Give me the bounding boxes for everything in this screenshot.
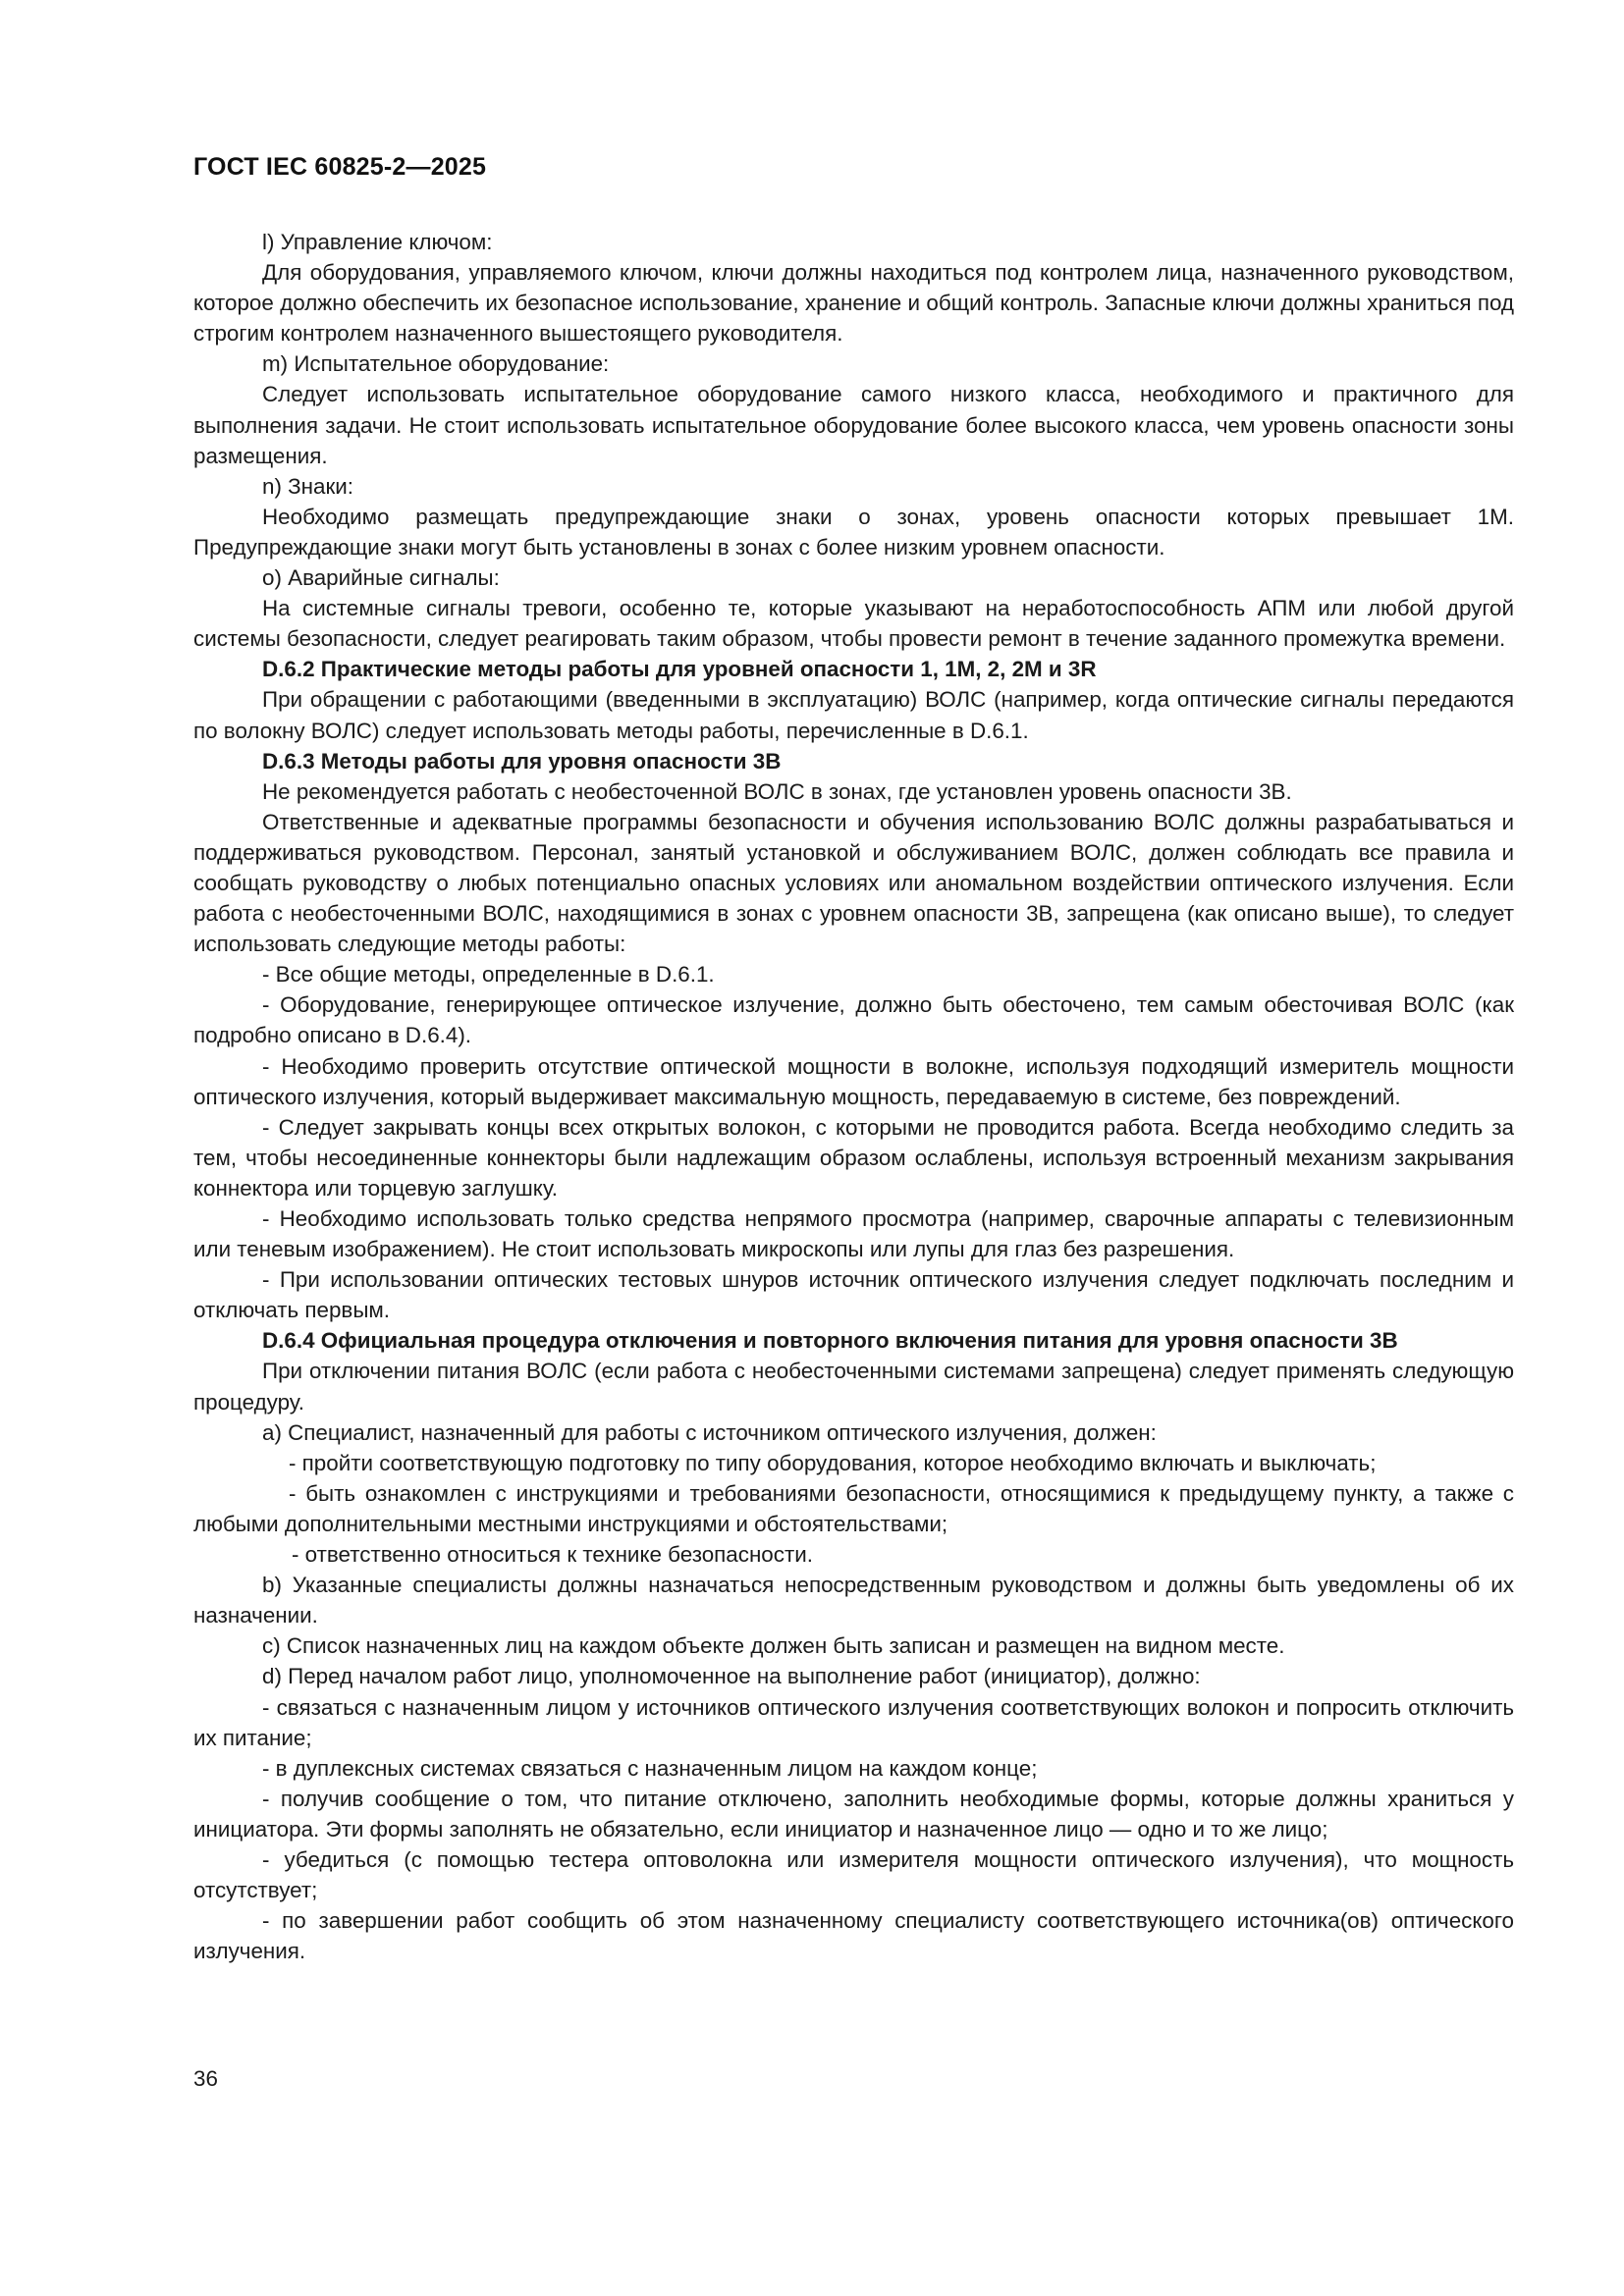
paragraph: Для оборудования, управляемого ключом, ключи должны находиться под контролем лица, назначенного руководством, которое должно обеспечить их безопасное использование, хранение и общий контроль. Запасные ключи должны храниться под строгим контролем назначенного вышестоящего руководителя.: [193, 260, 1514, 347]
bullet-item: - убедиться (с помощью тестера оптоволокна или измерителя мощности оптического излучения), что мощность отсутствует;: [193, 1846, 1514, 1903]
document-header: ГОСТ IEC 60825-2—2025: [193, 153, 487, 181]
paragraph: При обращении с работающими (введенными в эксплуатацию) ВОЛС (например, когда оптические сигналы передаются по волокну ВОЛС) следует использовать методы работы, перечисленные в D.6.1.: [193, 687, 1514, 743]
bullet-item: - При использовании оптических тестовых шнуров источник оптического излучения следует подключать последним и отключать первым.: [193, 1267, 1514, 1323]
bullet-item: - получив сообщение о том, что питание отключено, заполнить необходимые формы, которые должны храниться у инициатора. Эти формы заполнять не обязательно, если инициатор и назначенное лицо — одно и то же лицо;: [193, 1786, 1514, 1842]
list-item-n: n) Знаки:: [262, 473, 353, 499]
page-number: 36: [193, 2066, 218, 2091]
paragraph: На системные сигналы тревоги, особенно те, которые указывают на неработоспособность АПМ или любой другой системы безопасности, следует реагировать таким образом, чтобы провести ремонт в течение заданного промежутка времени.: [193, 596, 1514, 652]
bullet-item: - по завершении работ сообщить об этом назначенному специалисту соответствующего источника(ов) оптического излучения.: [193, 1908, 1514, 1964]
paragraph: При отключении питания ВОЛС (если работа с необесточенными системами запрещена) следует применять следующую процедуру.: [193, 1359, 1514, 1415]
document-body: [193, 227, 1514, 1966]
bullet-item: - в дуплексных системах связаться с назначенным лицом на каждом конце;: [262, 1755, 1038, 1781]
paragraph: Не рекомендуется работать с необесточенной ВОЛС в зонах, где установлен уровень опасности 3В.: [262, 778, 1292, 804]
paragraph: Ответственные и адекватные программы безопасности и обучения использованию ВОЛС должны разрабатываться и поддерживаться руководством. Персонал, занятый установкой и обслуживанием ВОЛС, должен соблюдать все правила и сообщать руководству о любых потенциально опасных условиях или аномальном воздействии оптического излучения. Если работа с необесточенными ВОЛС, находящимися в зонах с уровнем опасности 3В, запрещена (как описано выше), то следует использовать следующие методы работы:: [193, 809, 1514, 957]
list-item-o: o) Аварийные сигналы:: [262, 565, 500, 591]
paragraph: Следует использовать испытательное оборудование самого низкого класса, необходимого и практичного для выполнения задачи. Не стоит использовать испытательное оборудование более высокого класса, чем уровень опасности зоны размещения.: [193, 382, 1514, 468]
section-heading-d63: D.6.3 Методы работы для уровня опасности 3В: [262, 748, 782, 774]
bullet-item: - быть ознакомлен с инструкциями и требованиями безопасности, относящимися к предыдущему пункту, а также с любыми дополнительными местными инструкциями и обстоятельствами;: [193, 1480, 1514, 1536]
list-item-m: m) Испытательное оборудование:: [262, 351, 610, 377]
list-item-d: d) Перед началом работ лицо, уполномоченное на выполнение работ (инициатор), должно:: [262, 1664, 1201, 1689]
bullet-item: - Необходимо использовать только средства непрямого просмотра (например, сварочные аппараты с телевизионным или теневым изображением). Не стоит использовать микроскопы или лупы для глаз без разрешения.: [193, 1206, 1514, 1262]
section-heading-d62: D.6.2 Практические методы работы для уровней опасности 1, 1М, 2, 2М и 3R: [262, 657, 1097, 682]
section-heading-d64: D.6.4 Официальная процедура отключения и повторного включения питания для уровня опасности 3В: [262, 1328, 1398, 1354]
list-item-b: b) Указанные специалисты должны назначаться непосредственным руководством и должны быть уведомлены об их назначении.: [193, 1573, 1514, 1629]
bullet-item: - связаться с назначенным лицом у источников оптического излучения соответствующих волокон и попросить отключить их питание;: [193, 1694, 1514, 1750]
paragraph: Необходимо размещать предупреждающие знаки о зонах, уровень опасности которых превышает 1М. Предупреждающие знаки могут быть установлены в зонах с более низким уровнем опасности.: [193, 504, 1514, 560]
bullet-item: - Следует закрывать концы всех открытых волокон, с которыми не проводится работа. Всегда необходимо следить за тем, чтобы несоединенные коннекторы были надлежащим образом ослаблены, используя встроенный механизм закрывания коннектора или торцевую заглушку.: [193, 1114, 1514, 1201]
bullet-item: - ответственно относиться к технике безопасности.: [292, 1542, 813, 1568]
list-item-l: l) Управление ключом:: [262, 230, 493, 254]
bullet-item: - Все общие методы, определенные в D.6.1.: [262, 962, 715, 988]
list-item-a: a) Специалист, назначенный для работы с источником оптического излучения, должен:: [262, 1419, 1157, 1445]
bullet-item: - Оборудование, генерирующее оптическое излучение, должно быть обесточено, тем самым обесточивая ВОЛС (как подробно описано в D.6.4).: [193, 992, 1514, 1048]
bullet-item: - пройти соответствующую подготовку по типу оборудования, которое необходимо включать и выключать;: [289, 1450, 1377, 1475]
bullet-item: - Необходимо проверить отсутствие оптической мощности в волокне, используя подходящий измеритель мощности оптического излучения, который выдерживает максимальную мощность, передаваемую в системе, без повреждений.: [193, 1053, 1514, 1109]
list-item-c: c) Список назначенных лиц на каждом объекте должен быть записан и размещен на видном месте.: [262, 1633, 1285, 1659]
